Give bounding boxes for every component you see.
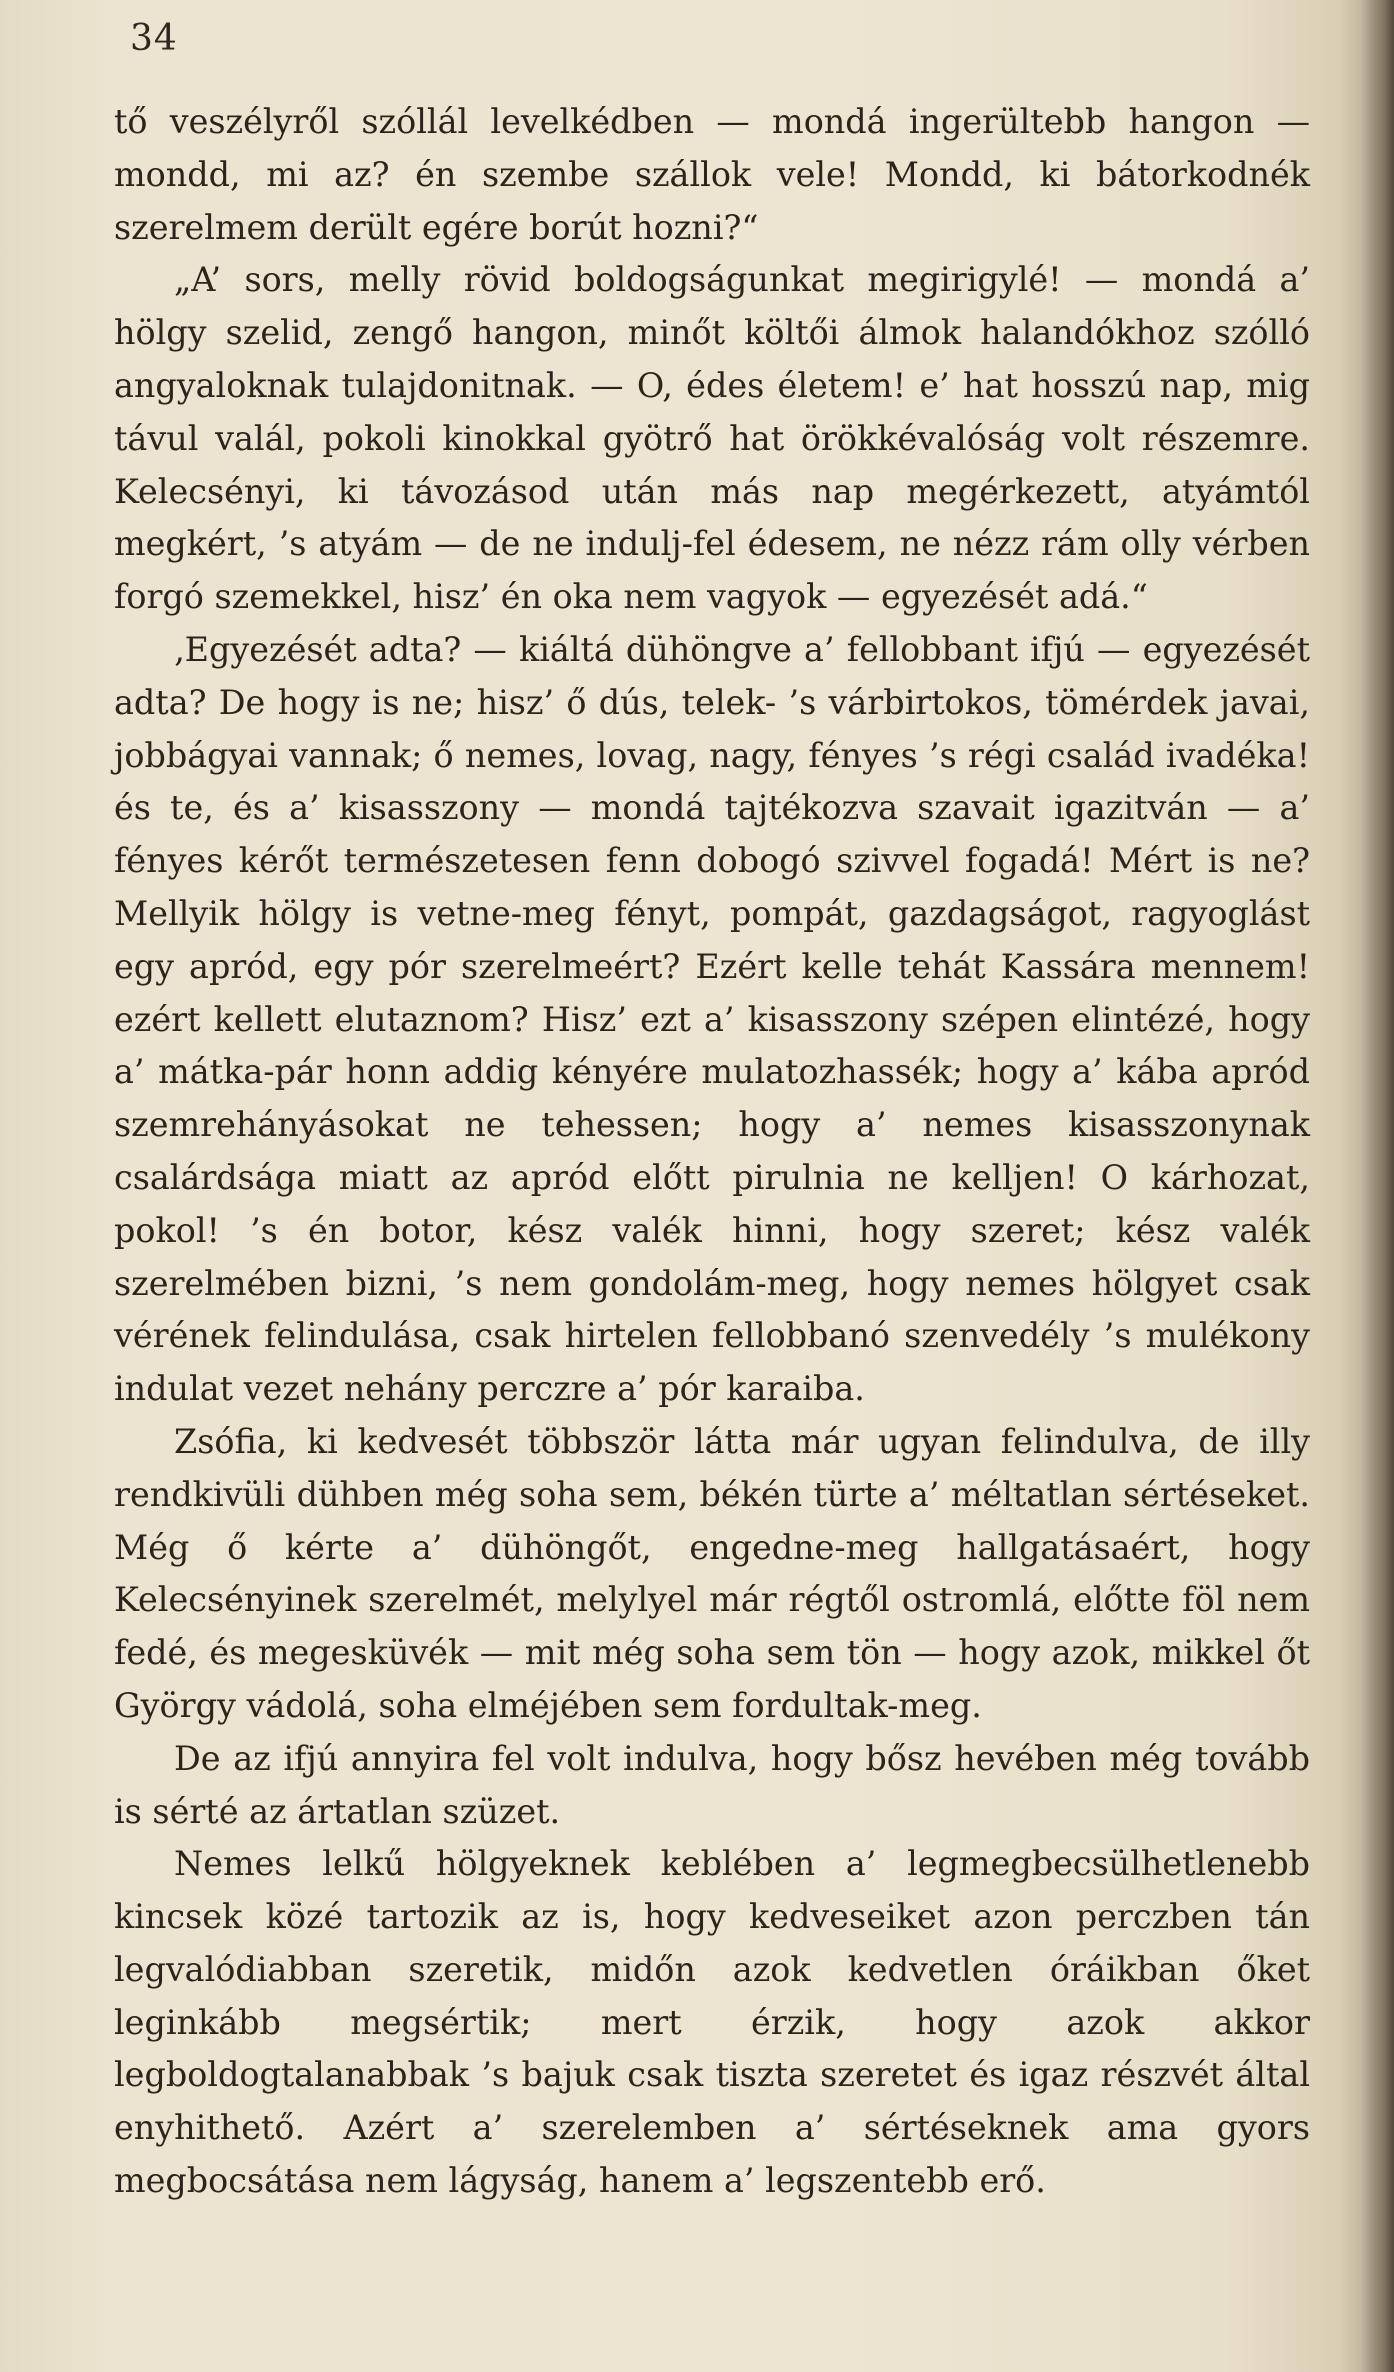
page-edge-shadow [1360, 0, 1394, 2372]
paragraph-3: ‚Egyezését adta? — kiáltá dühöngve a’ fellobbant ifjú — egyezését adta? De hogy is ne; hisz’ ő dús, telek- ’s várbirtokos, tömérdek javai, jobbágyai vannak; ő nemes, lovag, nagy, fényes ’s régi család ivadéka! és te, és a’ kisasszony — mondá tajtékozva szavait igazitván — a’ fényes kérőt természetesen fenn dobogó szivvel fogadá! Mért is ne? Mellyik hölgy is vetne-meg fényt, pompát, gazdagságot, ragyoglást egy apród, egy pór szerelmeért? Ezért kelle tehát Kassára mennem! ezért kellett elutaznom? Hisz’ ezt a’ kisasszony szépen elintézé, hogy a’ mátka-pár honn addig kényére mulatozhassék; hogy a’ kába apród szemrehányásokat ne tehessen; hogy a’ nemes kisasszonynak csalárdsága miatt az apród előtt pirulnia ne kelljen! O kárhozat, pokol! ’s én botor, kész valék hinni, hogy szeret; kész valék szerelmében bizni, ’s nem gondolám-meg, hogy nemes hölgyet csak vérének felindulása, csak hirtelen fellobbanó szenvedély ’s mulékony indulat vezet nehány perczre a’ pór karaiba. [114, 629, 1310, 1409]
paragraph-5: De az ifjú annyira fel volt indulva, hogy bősz hevében még tovább is sérté az ártatlan szüzet. [114, 1738, 1310, 1831]
paragraph-2: „A’ sors, melly rövid boldogságunkat megirigylé! — mondá a’ hölgy szelid, zengő hangon, minőt költői álmok halandókhoz szólló angyaloknak tulajdonitnak. — O, édes életem! e’ hat hosszú nap, mig távul valál, pokoli kinokkal gyötrő hat örökkévalóság volt részemre. Kelecsényi, ki távozásod után más nap megérkezett, atyámtól megkért, ’s atyám — de ne indulj-fel édesem, ne nézz rám olly vérben forgó szemekkel, hisz’ én oka nem vagyok — egyezését adá.“ [114, 260, 1310, 617]
paragraph-1: tő veszélyről szóllál levelkédben — mondá ingerültebb hangon — mondd, mi az? én szembe szállok vele! Mondd, ki bátorkodnék szerelmem derült egére borút hozni?“ [114, 102, 1310, 247]
paragraph-6: Nemes lelkű hölgyeknek keblében a’ legmegbecsülhetlenebb kincsek közé tartozik az is, hogy kedveseiket azon perczben tán legvalódiabban szeretik, midőn azok kedvetlen óráikban őket leginkább megsértik; mert érzik, hogy azok akkor legboldogtalanabbak ’s bajuk csak tiszta szeretet és igaz részvét által enyhithető. Azért a’ szerelemben a’ sértéseknek ama gyors megbocsátása nem lágyság, hanem a’ legszentebb erő. [114, 1844, 1310, 2201]
paragraph-4: Zsófia, ki kedvesét többször látta már ugyan felindulva, de illy rendkivüli dühben még soha sem, békén türte a’ méltatlan sértéseket. Még ő kérte a’ dühöngőt, engedne-meg hallgatásaért, hogy Kelecsényinek szerelmét, melylyel már régtől ostromlá, előtte föl nem fedé, és megesküvék — mit még soha sem tön — hogy azok, mikkel őt György vádolá, soha elméjében sem fordultak-meg. [114, 1421, 1310, 1725]
body-text [114, 96, 1310, 2208]
page-number: 34 [130, 18, 178, 59]
